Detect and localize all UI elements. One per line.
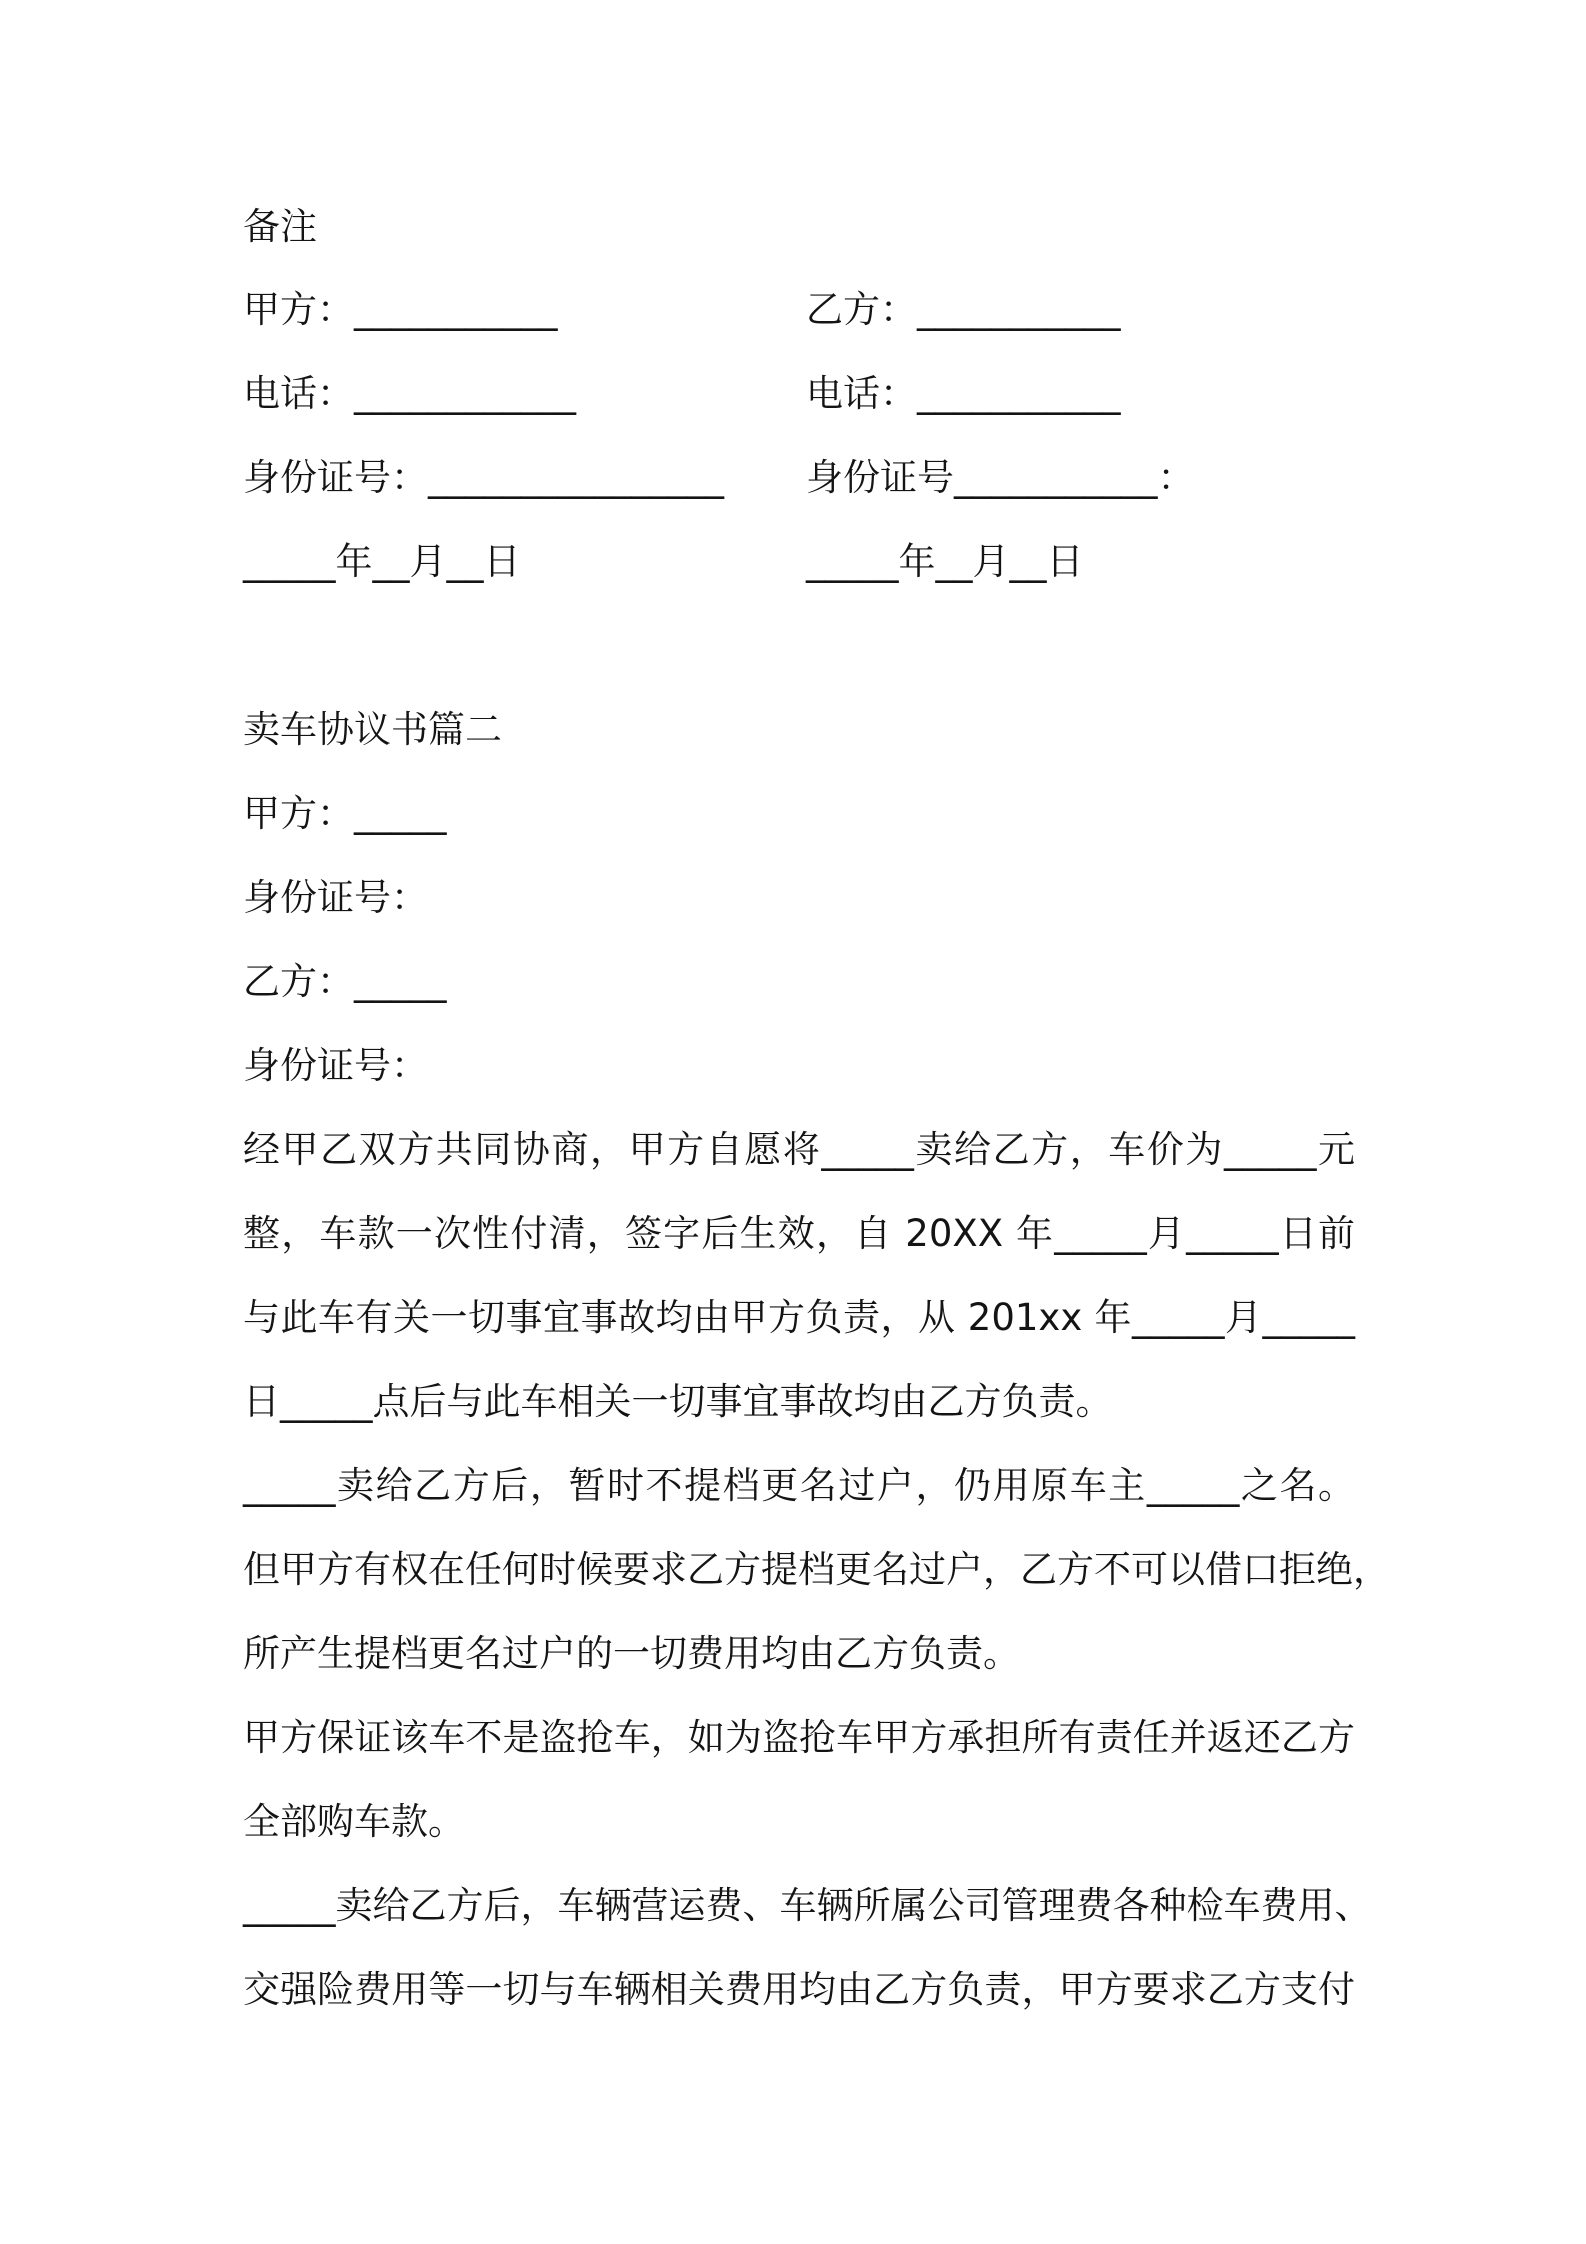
- paragraph-line: 全部购车款。: [243, 1800, 465, 1843]
- section-party-b-id-field: 身份证号：: [243, 1044, 428, 1087]
- section-title: 卖车协议书篇二: [243, 708, 502, 751]
- paragraph-line: 交强险费用等一切与车辆相关费用均由乙方负责，甲方要求乙方支付: [243, 1968, 1355, 2011]
- paragraph-line: _____卖给乙方后，车辆营运费、车辆所属公司管理费各种检车费用、: [243, 1884, 1372, 1927]
- paragraph-line: 所产生提档更名过户的一切费用均由乙方负责。: [243, 1632, 1020, 1675]
- paragraph-line: 与此车有关一切事宜事故均由甲方负责，从 201xx 年_____月_____: [243, 1296, 1355, 1339]
- party-b-signature-field: 乙方：___________: [806, 288, 1121, 331]
- party-a-id-field: 身份证号：________________: [243, 456, 724, 499]
- paragraph-line: 但甲方有权在任何时候要求乙方提档更名过户，乙方不可以借口拒绝，: [243, 1548, 1390, 1591]
- paragraph-line: 甲方保证该车不是盗抢车，如为盗抢车甲方承担所有责任并返还乙方: [243, 1716, 1355, 1759]
- section-party-a-field: 甲方：_____: [243, 792, 447, 835]
- paragraph-line: 经甲乙双方共同协商，甲方自愿将_____卖给乙方，车价为_____元: [243, 1128, 1355, 1171]
- paragraph-line: 整，车款一次性付清，签字后生效，自 20XX 年_____月_____日前: [243, 1212, 1355, 1255]
- paragraph-line: _____卖给乙方后，暂时不提档更名过户，仍用原车主_____之名。: [243, 1464, 1355, 1507]
- party-a-signature-field: 甲方：___________: [243, 288, 558, 331]
- section-party-a-id-field: 身份证号：: [243, 876, 428, 919]
- party-b-date-field: _____年__月__日: [806, 540, 1084, 583]
- remark-heading: 备注: [243, 205, 317, 248]
- section-party-b-field: 乙方：_____: [243, 960, 447, 1003]
- party-a-date-field: _____年__月__日: [243, 540, 521, 583]
- party-a-phone-field: 电话：____________: [243, 372, 576, 415]
- party-b-id-field: 身份证号___________：: [806, 456, 1195, 499]
- party-b-phone-field: 电话：___________: [806, 372, 1121, 415]
- paragraph-line: 日_____点后与此车相关一切事宜事故均由乙方负责。: [243, 1380, 1113, 1423]
